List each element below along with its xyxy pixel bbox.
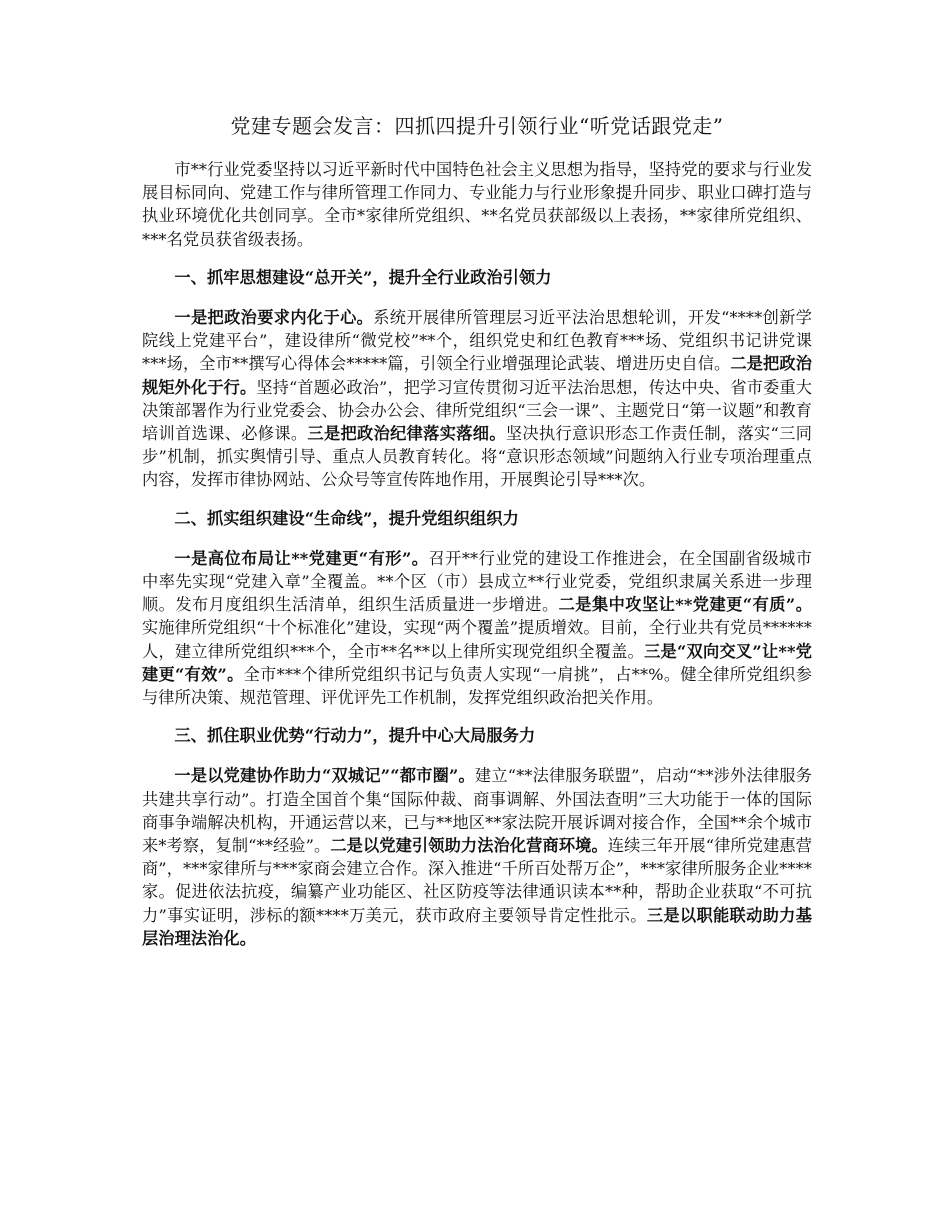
- section-3-text-2: 连续三年开展“律所党建惠营商”，***家律所与***家商会建立合作。深入推进“千所百处帮万企”，***家律所服务企业****家。促进依法抗疫，编纂产业功能区、社区防疫等法律通识读本**种，帮助企业获取“不可抗力”事实证明，涉标的额****万美元，获市政府主要领导肯定性批示。: [142, 836, 813, 925]
- section-heading-1: 一、抓牢思想建设“总开关”，提升全行业政治引领力: [174, 267, 552, 287]
- section-2-lead-2: 二是集中攻坚让**党建更“有质”。: [558, 595, 812, 615]
- section-1-lead-3: 三是把政治纪律落实落细。: [307, 424, 506, 444]
- section-3-lead-3: 三是以职能联动助力基层治理法治化。: [142, 905, 813, 948]
- section-3-text-1: 建立“**法律服务联盟”，启动“**涉外法律服务共建共享行动”。打造全国首个集“国际仲裁、商事调解、外国法查明”三大功能于一体的国际商事争端解决机构，开通运营以来，已与**地区**家法院开展诉调对接合作，全国**余个城市来*考察，复制“**经验”。: [142, 766, 812, 856]
- section-1-lead-2: 二是把政治规矩外化于行。: [142, 354, 812, 397]
- document-title: 党建专题会发言：四抓四提升引领行业“听党话跟党走”: [230, 114, 724, 138]
- document-body: [142, 112, 812, 965]
- section-2-text-3: 全市***个律所党组织书记与负责人实现“一肩挑”，占**%。健全律所党组织参与律所决策、规范管理、评优评先工作机制，发挥党组织政治把关作用。: [142, 664, 813, 708]
- section-2-paragraph: [142, 547, 812, 709]
- section-1-text-2: 坚持“首题必政治”，把学习宣传贯彻习近平法治思想，传达中央、省市委重大决策部署作为行业党委会、协会办公会、律所党组织“三会一课”、主题党日“第一议题”和教育培训首选课、必修课。: [142, 377, 812, 444]
- section-1-paragraph: [142, 306, 812, 492]
- section-2-lead-1: 一是高位布局让**党建更“有形”。: [174, 548, 429, 568]
- section-heading-3: 三、抓住职业优势“行动力”，提升中心大局服务力: [174, 726, 536, 746]
- section-3-paragraph: [142, 764, 812, 950]
- section-1-text-3: 坚决执行意识形态工作责任制，落实“三同步”机制，抓实舆情引导、重点人员教育转化。将“意识形态领域”问题纳入行业专项治理重点内容，发挥市律协网站、公众号等宣传阵地作用，开展舆论引导***次。: [142, 424, 812, 490]
- section-2-text-1: 召开**行业党的建设工作推进会，在全国副省级城市中率先实现“党建入章”全覆盖。**个区（市）县成立**行业党委，党组织隶属关系进一步理顺。发布月度组织生活清单，组织生活质量进一步增进。: [142, 548, 812, 615]
- section-3-lead-2: 二是以党建引领助力法治化营商环境。: [330, 836, 608, 856]
- section-1-text-1: 系统开展律所管理层习近平法治思想轮训，开发“****创新学院线上党建平台”，建设律所“微党校”**个，组织党史和红色教育***场、党组织书记讲党课***场，全市**撰写心得体会*****篇，引领全行业增强理论武装、增进历史自信。: [142, 308, 812, 374]
- intro-paragraph: 市**行业党委坚持以习近平新时代中国特色社会主义思想为指导，坚持党的要求与行业发展目标同向、党建工作与律所管理工作同力、专业能力与行业形象提升同步、职业口碑打造与执业环境优化共创同享。全市*家律所党组织、**名党员获部级以上表扬，**家律所党组织、***名党员获省级表扬。: [142, 160, 812, 249]
- section-heading-2: 二、抓实组织建设“生命线”，提升党组织组织力: [174, 508, 519, 528]
- section-1-lead-1: 一是把政治要求内化于心。: [174, 308, 374, 328]
- section-2-text-2: 实施律所党组织“十个标准化”建设，实现“两个覆盖”提质增效。目前，全行业共有党员******人，建立律所党组织***个，全市**名**以上律所实现党组织全覆盖。: [142, 618, 812, 661]
- section-3-lead-1: 一是以党建协作助力“双城记”“都市圈”。: [174, 766, 475, 786]
- section-2-lead-3: 三是“双向交叉”让**党建更“有效”。: [142, 641, 812, 684]
